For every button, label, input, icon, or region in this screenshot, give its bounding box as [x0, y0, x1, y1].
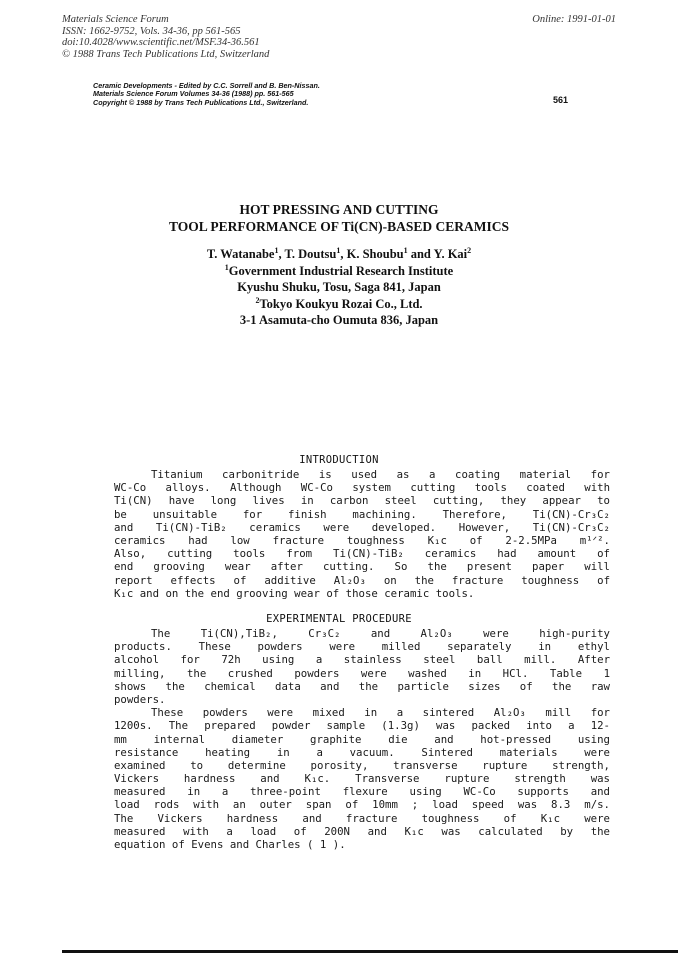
affiliation-marker: 1 [224, 262, 229, 272]
separator: , [340, 247, 347, 261]
author-name: K. Shoubu [346, 247, 404, 261]
book-volume: Materials Science Forum Volumes 34-36 (1988) pp. 561-565 [93, 89, 294, 99]
affiliation-1 [0, 263, 678, 280]
text-line: report effects of additive Al₂O₃ on the fracture toughness of [114, 573, 610, 587]
affiliation-1-address: Kyushu Shuku, Tosu, Saga 841, Japan [237, 280, 441, 294]
introduction-body [114, 468, 610, 600]
online-date: Online: 1991-01-01 [532, 14, 616, 25]
author-name: Y. Kai [433, 247, 468, 261]
text-line: These powders were mixed in a sintered Al₂O₃ mill for [151, 706, 610, 720]
affiliation-marker: 1 [336, 245, 341, 255]
affiliation-marker: 2 [467, 245, 472, 255]
separator: and [407, 247, 434, 261]
text-line: be unsuitable for finish machining. Therefore, Ti(CN)-Cr₃C₂ [114, 507, 610, 521]
author-list [0, 246, 678, 263]
text-line: measured in a three-point flexure using WC-Co supports and [114, 785, 610, 799]
book-copyright: Copyright © 1988 by Trans Tech Publications Ltd., Switzerland. [93, 97, 309, 107]
bottom-scan-border [62, 950, 678, 953]
affiliation-name: Government Industrial Research Institute [228, 263, 454, 278]
author-name: T. Doutsu [284, 247, 337, 261]
text-line: load rods with an outer span of 10mm ; load speed was 8.3 m/s. [114, 798, 610, 812]
text-line: alcohol for 72h using a stainless steel ball mill. After [114, 653, 610, 667]
text-line: measured with a load of 200N and K₁c was calculated by the [114, 824, 610, 838]
affiliation-marker: 1 [403, 245, 408, 255]
text-line: K₁c and on the end grooving wear of those ceramic tools. [114, 586, 475, 600]
text-line: The Vickers hardness and fracture toughness of K₁c were [114, 811, 610, 825]
text-line: powders. [114, 692, 166, 706]
book-editors: Ceramic Developments - Edited by C.C. Sorrell and B. Ben-Nissan. [93, 81, 320, 90]
text-line: mm internal diameter graphite die and hot-pressed using [114, 732, 610, 746]
text-line: resistance heating in a vacuum. Sintered materials were [114, 745, 610, 759]
section-heading-introduction: INTRODUCTION [299, 454, 379, 466]
issn-line: ISSN: 1662-9752, Vols. 34-36, pp 561-565 [62, 25, 241, 37]
affiliation-name: Tokyo Koukyu Rozai Co., Ltd. [259, 296, 423, 311]
text-line: Titanium carbonitride is used as a coating material for [151, 468, 610, 481]
journal-name: Materials Science Forum [62, 14, 169, 25]
text-line: equation of Evens and Charles ( 1 ). [114, 838, 346, 851]
text-line: examined to determine porosity, transverse rupture strength, [114, 758, 610, 772]
text-line: Ti(CN) have long lives in carbon steel cutting, they appear to [114, 494, 610, 508]
author-block [0, 246, 678, 329]
text-line: milling, the crushed powders were washed in HCl. Table 1 [114, 666, 610, 680]
book-info [93, 82, 320, 107]
text-line: 1200s. The prepared powder sample (1.3g) was packed into a 12- [114, 719, 610, 733]
text-line: ceramics had low fracture toughness K₁c of 2-2.5MPa m¹ᐟ². [114, 533, 610, 547]
affiliation-2 [0, 296, 678, 313]
title-line-2: TOOL PERFORMANCE OF Ti(CN)-BASED CERAMICS [168, 219, 510, 234]
text-line: The Ti(CN),TiB₂, Cr₃C₂ and Al₂O₃ were high-purity [151, 627, 610, 640]
text-line: shows the chemical data and the particle sizes of the raw [114, 679, 610, 693]
separator: , [278, 247, 285, 261]
affiliation-marker: 2 [255, 295, 260, 305]
affiliation-2-address: 3-1 Asamuta-cho Oumuta 836, Japan [239, 313, 439, 327]
text-line: and Ti(CN)-TiB₂ ceramics were developed. However, Ti(CN)-Cr₃C₂ [114, 520, 610, 534]
page-number: 561 [553, 95, 569, 105]
experimental-body [114, 627, 610, 851]
text-line: end grooving wear after cutting. So the present paper will [114, 560, 610, 574]
author-name: T. Watanabe [206, 247, 275, 261]
title-line-1: HOT PRESSING AND CUTTING [239, 202, 439, 217]
text-line: WC-Co alloys. Although WC-Co system cutting tools coated with [114, 481, 610, 495]
paper-title [0, 201, 678, 235]
doi-line: doi:10.4028/www.scientific.net/MSF.34-36.561 [62, 37, 260, 48]
text-line: Vickers hardness and K₁c. Transverse rupture strength was [114, 772, 610, 786]
publisher-copyright: © 1988 Trans Tech Publications Ltd, Switzerland [62, 48, 270, 60]
text-line: products. These powders were milled separately in ethyl [114, 640, 610, 654]
section-heading-experimental: EXPERIMENTAL PROCEDURE [266, 613, 412, 625]
text-line: Also, cutting tools from Ti(CN)-TiB₂ ceramics had amount of [114, 547, 610, 561]
affiliation-marker: 1 [274, 245, 279, 255]
